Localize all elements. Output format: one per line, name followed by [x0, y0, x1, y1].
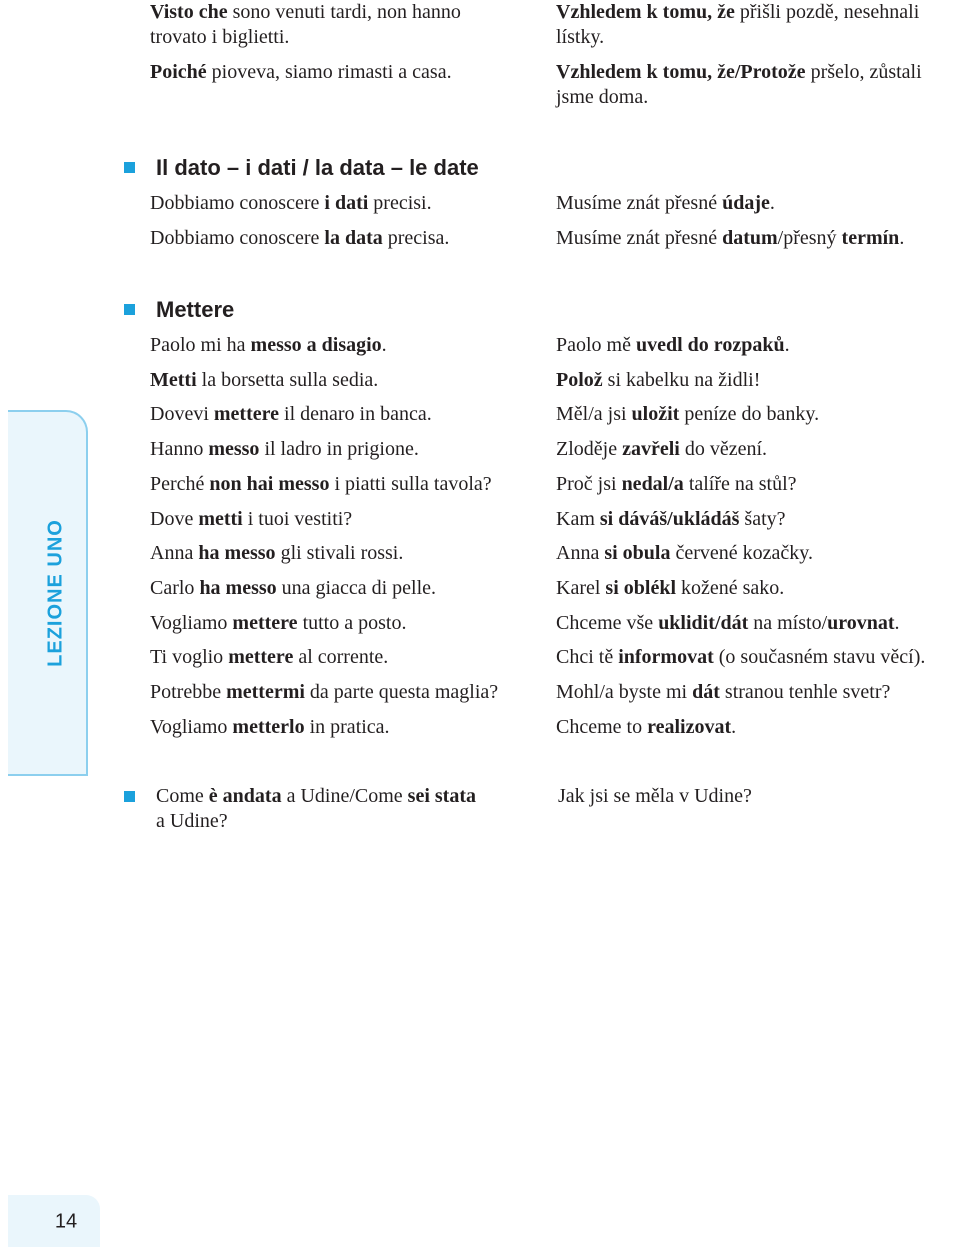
text-segment: Zloděje: [556, 438, 623, 460]
example-cz: [556, 507, 786, 532]
bold-term: uložit: [631, 403, 680, 425]
section-heading: Il dato – i dati / la data – le date: [156, 155, 479, 180]
text-segment: i piatti sulla tavola?: [329, 473, 492, 495]
text-segment: gli stivali rossi.: [275, 542, 404, 564]
text-segment: Musíme znát přesné: [556, 192, 723, 214]
example-it: [150, 60, 452, 85]
bold-term: nedal/a: [621, 473, 684, 495]
bold-term: mettere: [213, 403, 280, 425]
bold-term: Polož: [556, 369, 603, 391]
example-it: [150, 576, 436, 601]
text-segment: .: [894, 612, 900, 634]
text-segment: trovato i biglietti.: [150, 26, 290, 48]
text-segment: Karel: [556, 577, 606, 599]
bold-term: uvedl do rozpaků: [636, 334, 785, 356]
bold-term: dát: [692, 681, 720, 703]
example-it: [150, 25, 289, 50]
example-cz: [556, 333, 790, 358]
text-segment: sono venuti tardi, non hanno: [227, 1, 461, 23]
bold-term: non hai messo: [209, 473, 330, 495]
text-segment: al corrente.: [293, 646, 389, 668]
text-segment: na místo/: [748, 612, 828, 634]
bold-term: mettermi: [226, 681, 305, 703]
text-segment: Dovevi: [150, 403, 214, 425]
bold-term: messo a disagio: [250, 334, 382, 356]
text-segment: Come: [156, 785, 209, 807]
text-segment: a Udine?: [156, 810, 228, 832]
example-cz: [556, 402, 819, 427]
text-segment: (o současném stavu věcí).: [713, 646, 926, 668]
text-segment: Vogliamo: [150, 716, 233, 738]
page-number: 14: [54, 1210, 78, 1233]
bold-term: si dáváš/ukládáš: [599, 508, 740, 530]
bold-term: si obula: [604, 542, 671, 564]
bold-term: metterlo: [232, 716, 305, 738]
text-segment: .: [769, 192, 775, 214]
bold-term: urovnat: [827, 612, 895, 634]
bold-term: messo: [208, 438, 260, 460]
text-segment: precisi.: [368, 192, 432, 214]
text-segment: Chceme to: [556, 716, 648, 738]
bold-term: termín: [841, 227, 900, 249]
text-segment: i tuoi vestiti?: [242, 508, 353, 530]
text-segment: tutto a posto.: [297, 612, 407, 634]
text-segment: Hanno: [150, 438, 209, 460]
text-segment: .: [784, 334, 790, 356]
text-segment: Paolo mi ha: [150, 334, 251, 356]
bold-term: Poiché: [150, 61, 207, 83]
text-segment: Vogliamo: [150, 612, 233, 634]
bold-term: è andata: [208, 785, 282, 807]
bold-term: i dati: [324, 192, 369, 214]
section-heading: Mettere: [156, 297, 235, 322]
text-segment: in pratica.: [304, 716, 390, 738]
text-segment: Chceme vše: [556, 612, 659, 634]
bold-term: Vzhledem k tomu, že/Protože: [556, 61, 806, 83]
example-cz: [556, 576, 784, 601]
text-segment: /přesný: [777, 227, 842, 249]
example-cz: [556, 226, 904, 251]
text-segment: Potrebbe: [150, 681, 227, 703]
example-it: [150, 472, 492, 497]
bold-term: la data: [324, 227, 383, 249]
text-segment: a Udine/Come: [281, 785, 408, 807]
text-segment: Anna: [150, 542, 199, 564]
text-segment: .: [899, 227, 905, 249]
text-segment: .: [731, 716, 737, 738]
text-segment: .: [381, 334, 387, 356]
text-segment: Carlo: [150, 577, 200, 599]
bullet-square-icon: [124, 162, 135, 173]
example-it: [150, 226, 449, 251]
example-cz: [558, 784, 752, 809]
bold-term: si oblékl: [605, 577, 676, 599]
example-cz: [556, 680, 890, 705]
text-segment: šaty?: [739, 508, 786, 530]
example-it: [150, 437, 419, 462]
text-segment: Dove: [150, 508, 199, 530]
example-cz: [556, 25, 604, 50]
example-it: [150, 402, 432, 427]
example-it: [150, 541, 403, 566]
text-segment: do vězení.: [679, 438, 768, 460]
example-cz: [556, 611, 900, 636]
text-segment: si kabelku na židli!: [602, 369, 761, 391]
text-segment: Dobbiamo conoscere: [150, 192, 325, 214]
text-segment: Dobbiamo conoscere: [150, 227, 325, 249]
example-it: [150, 333, 387, 358]
example-it: [150, 645, 388, 670]
bold-term: sei stata: [407, 785, 476, 807]
example-cz: [556, 437, 767, 462]
example-it: [156, 809, 228, 834]
example-it: [150, 507, 352, 532]
bold-term: Metti: [150, 369, 197, 391]
text-segment: Jak jsi se měla v Udine?: [558, 785, 752, 807]
text-segment: Ti voglio: [150, 646, 229, 668]
text-segment: pioveva, siamo rimasti a casa.: [206, 61, 452, 83]
example-cz: [556, 368, 760, 393]
text-segment: jsme doma.: [556, 86, 649, 108]
example-it: [150, 191, 432, 216]
bold-term: ha messo: [199, 577, 277, 599]
text-segment: Perché: [150, 473, 210, 495]
text-segment: Musíme znát přesné: [556, 227, 723, 249]
text-segment: il denaro in banca.: [279, 403, 432, 425]
bold-term: realizovat: [647, 716, 732, 738]
example-it: [150, 368, 378, 393]
text-segment: peníze do banky.: [679, 403, 820, 425]
text-segment: Chci tě: [556, 646, 619, 668]
example-cz: [556, 85, 648, 110]
text-segment: Proč jsi: [556, 473, 622, 495]
text-segment: Paolo mě: [556, 334, 636, 356]
example-cz: [556, 541, 813, 566]
text-segment: lístky.: [556, 26, 605, 48]
text-segment: Kam: [556, 508, 600, 530]
example-it: [150, 715, 390, 740]
bullet-square-icon: [124, 304, 135, 315]
text-segment: Mohl/a byste mi: [556, 681, 693, 703]
example-it: [150, 0, 461, 25]
example-it: [156, 784, 476, 809]
example-cz: [556, 191, 775, 216]
bold-term: Visto che: [150, 1, 228, 23]
text-segment: stranou tenhle svetr?: [719, 681, 891, 703]
bold-term: metti: [198, 508, 243, 530]
bold-term: mettere: [232, 612, 298, 634]
lesson-label: LEZIONE UNO: [44, 519, 67, 667]
text-segment: una giacca di pelle.: [276, 577, 437, 599]
example-it: [150, 611, 406, 636]
text-segment: kožené sako.: [676, 577, 785, 599]
text-segment: Měl/a jsi: [556, 403, 632, 425]
bold-term: datum: [722, 227, 778, 249]
bold-term: informovat: [618, 646, 714, 668]
example-it: [150, 680, 498, 705]
bold-term: mettere: [228, 646, 294, 668]
bold-term: Vzhledem k tomu, že: [556, 1, 735, 23]
text-segment: přišli pozdě, nesehnali: [734, 1, 920, 23]
example-cz: [556, 472, 797, 497]
text-segment: da parte questa maglia?: [304, 681, 499, 703]
text-segment: precisa.: [382, 227, 450, 249]
text-segment: talíře na stůl?: [683, 473, 797, 495]
text-segment: pršelo, zůstali: [805, 61, 922, 83]
bold-term: uklidit/dát: [658, 612, 749, 634]
text-segment: il ladro in prigione.: [259, 438, 419, 460]
example-cz: [556, 0, 919, 25]
bold-term: údaje: [722, 192, 770, 214]
bold-term: zavřeli: [622, 438, 680, 460]
text-segment: Anna: [556, 542, 605, 564]
example-cz: [556, 60, 922, 85]
bold-term: ha messo: [198, 542, 276, 564]
text-segment: červené kozačky.: [670, 542, 813, 564]
example-cz: [556, 715, 736, 740]
text-segment: la borsetta sulla sedia.: [196, 369, 379, 391]
example-cz: [556, 645, 925, 670]
bullet-square-icon: [124, 791, 135, 802]
